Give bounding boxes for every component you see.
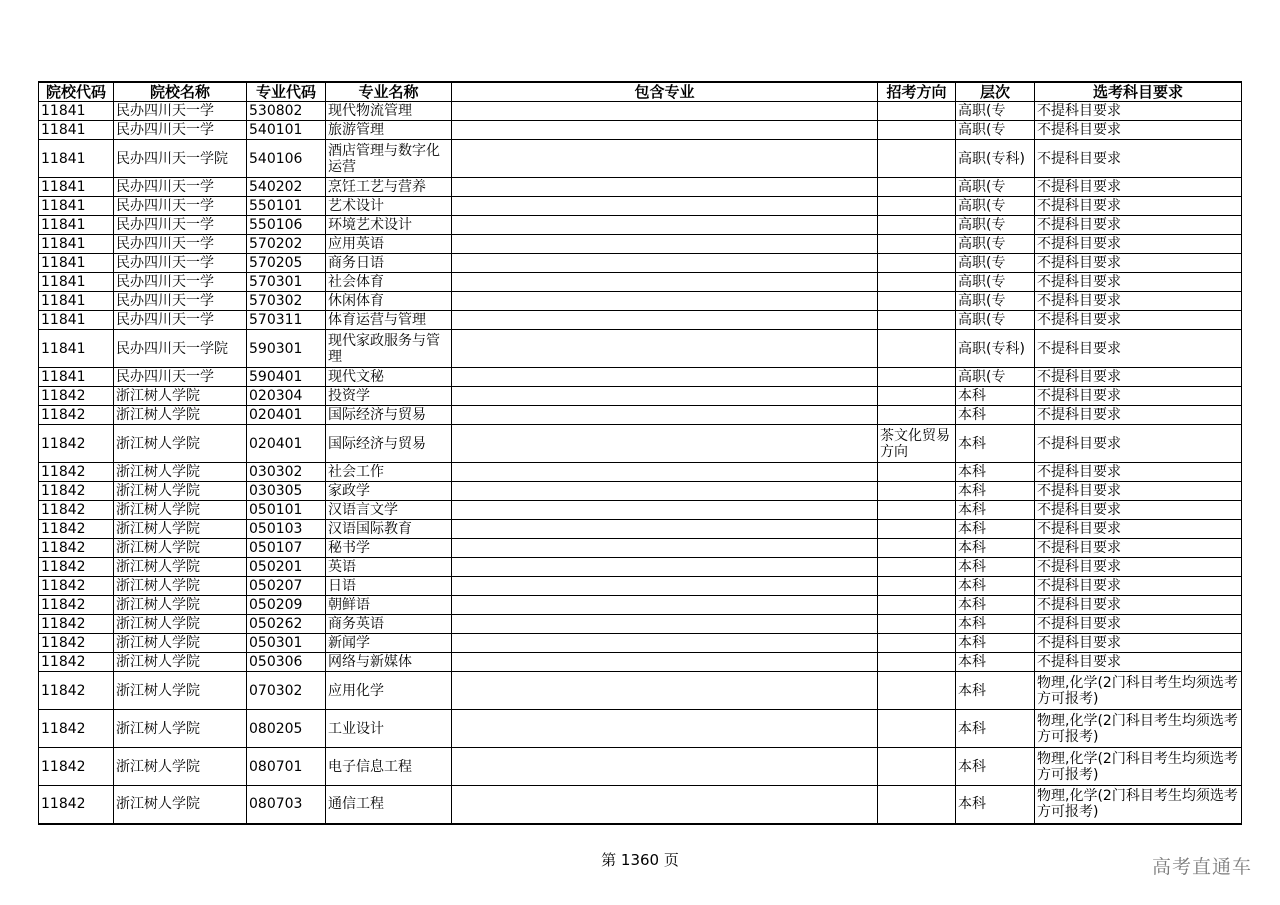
cell-direction (878, 634, 956, 653)
cell-major-name: 艺术设计 (326, 197, 452, 216)
cell-major-code: 550106 (247, 216, 326, 235)
cell-level: 高职(专 (956, 197, 1035, 216)
cell-major-name: 秘书学 (326, 539, 452, 558)
cell-major-code: 530802 (247, 102, 326, 121)
cell-school-name: 浙江树人学院 (114, 539, 247, 558)
cell-school-code: 11841 (39, 178, 114, 197)
cell-major-name: 汉语国际教育 (326, 520, 452, 539)
cell-level: 高职(专 (956, 292, 1035, 311)
cell-level: 本科 (956, 387, 1035, 406)
cell-included-majors (452, 273, 878, 292)
cell-major-code: 080703 (247, 786, 326, 824)
cell-major-name: 国际经济与贸易 (326, 425, 452, 463)
cell-major-code: 050301 (247, 634, 326, 653)
cell-level: 高职(专科) (956, 140, 1035, 178)
cell-school-name: 浙江树人学院 (114, 672, 247, 710)
header-school-name: 院校名称 (114, 82, 247, 102)
table-row (39, 368, 1242, 387)
cell-included-majors (452, 311, 878, 330)
cell-included-majors (452, 368, 878, 387)
cell-included-majors (452, 748, 878, 786)
cell-school-code: 11842 (39, 482, 114, 501)
cell-subject-requirements: 不提科目要求 (1035, 254, 1242, 273)
cell-level: 本科 (956, 520, 1035, 539)
cell-major-name: 通信工程 (326, 786, 452, 824)
cell-direction (878, 330, 956, 368)
cell-level: 本科 (956, 482, 1035, 501)
cell-subject-requirements: 不提科目要求 (1035, 273, 1242, 292)
cell-major-code: 540101 (247, 121, 326, 140)
cell-subject-requirements: 不提科目要求 (1035, 102, 1242, 121)
cell-major-code: 540106 (247, 140, 326, 178)
cell-major-code: 050209 (247, 596, 326, 615)
cell-major-name: 应用英语 (326, 235, 452, 254)
table-row (39, 482, 1242, 501)
cell-school-name: 浙江树人学院 (114, 748, 247, 786)
cell-level: 高职(专科) (956, 330, 1035, 368)
table-row (39, 520, 1242, 539)
cell-major-code: 080701 (247, 748, 326, 786)
cell-level: 高职(专 (956, 273, 1035, 292)
cell-school-name: 民办四川天一学 (114, 197, 247, 216)
cell-major-code: 050103 (247, 520, 326, 539)
cell-subject-requirements: 不提科目要求 (1035, 634, 1242, 653)
cell-major-code: 050101 (247, 501, 326, 520)
cell-school-name: 浙江树人学院 (114, 463, 247, 482)
cell-direction (878, 387, 956, 406)
cell-included-majors (452, 596, 878, 615)
cell-level: 高职(专 (956, 235, 1035, 254)
cell-subject-requirements: 不提科目要求 (1035, 140, 1242, 178)
cell-level: 本科 (956, 653, 1035, 672)
cell-direction (878, 197, 956, 216)
cell-major-code: 030302 (247, 463, 326, 482)
cell-school-code: 11842 (39, 501, 114, 520)
cell-school-code: 11842 (39, 406, 114, 425)
cell-level: 高职(专 (956, 216, 1035, 235)
cell-major-name: 商务日语 (326, 254, 452, 273)
cell-school-code: 11842 (39, 786, 114, 824)
cell-level: 本科 (956, 710, 1035, 748)
header-included-majors: 包含专业 (452, 82, 878, 102)
table-header-row (39, 82, 1242, 102)
cell-major-code: 540202 (247, 178, 326, 197)
cell-subject-requirements: 不提科目要求 (1035, 520, 1242, 539)
cell-level: 本科 (956, 786, 1035, 824)
cell-subject-requirements: 不提科目要求 (1035, 501, 1242, 520)
cell-school-name: 浙江树人学院 (114, 615, 247, 634)
cell-school-name: 浙江树人学院 (114, 406, 247, 425)
cell-direction (878, 102, 956, 121)
cell-included-majors (452, 710, 878, 748)
cell-subject-requirements: 不提科目要求 (1035, 368, 1242, 387)
cell-direction (878, 121, 956, 140)
cell-school-name: 民办四川天一学 (114, 178, 247, 197)
cell-direction (878, 482, 956, 501)
cell-included-majors (452, 520, 878, 539)
cell-direction (878, 710, 956, 748)
table-row (39, 387, 1242, 406)
cell-major-name: 日语 (326, 577, 452, 596)
header-major-code: 专业代码 (247, 82, 326, 102)
table-row (39, 254, 1242, 273)
cell-level: 本科 (956, 748, 1035, 786)
cell-included-majors (452, 615, 878, 634)
cell-direction (878, 653, 956, 672)
cell-level: 高职(专 (956, 254, 1035, 273)
cell-school-name: 浙江树人学院 (114, 596, 247, 615)
cell-major-code: 550101 (247, 197, 326, 216)
cell-subject-requirements: 不提科目要求 (1035, 539, 1242, 558)
table-row (39, 273, 1242, 292)
cell-level: 本科 (956, 425, 1035, 463)
cell-included-majors (452, 178, 878, 197)
cell-subject-requirements: 物理,化学(2门科目考生均须选考方可报考) (1035, 710, 1242, 748)
cell-included-majors (452, 292, 878, 311)
cell-school-name: 民办四川天一学 (114, 235, 247, 254)
cell-subject-requirements: 不提科目要求 (1035, 463, 1242, 482)
cell-major-code: 050201 (247, 558, 326, 577)
cell-major-name: 休闲体育 (326, 292, 452, 311)
cell-subject-requirements: 不提科目要求 (1035, 121, 1242, 140)
cell-direction (878, 539, 956, 558)
cell-subject-requirements: 不提科目要求 (1035, 406, 1242, 425)
table-row (39, 634, 1242, 653)
cell-major-name: 现代物流管理 (326, 102, 452, 121)
cell-major-code: 080205 (247, 710, 326, 748)
cell-school-code: 11842 (39, 425, 114, 463)
cell-included-majors (452, 539, 878, 558)
cell-major-code: 030305 (247, 482, 326, 501)
cell-level: 本科 (956, 634, 1035, 653)
cell-school-name: 民办四川天一学 (114, 216, 247, 235)
cell-level: 本科 (956, 596, 1035, 615)
cell-school-code: 11842 (39, 672, 114, 710)
table-row (39, 216, 1242, 235)
cell-school-name: 浙江树人学院 (114, 634, 247, 653)
cell-included-majors (452, 387, 878, 406)
table-row (39, 672, 1242, 710)
cell-major-name: 网络与新媒体 (326, 653, 452, 672)
cell-school-name: 浙江树人学院 (114, 653, 247, 672)
cell-subject-requirements: 不提科目要求 (1035, 330, 1242, 368)
cell-level: 本科 (956, 672, 1035, 710)
cell-school-name: 民办四川天一学 (114, 254, 247, 273)
cell-included-majors (452, 140, 878, 178)
cell-school-name: 民办四川天一学院 (114, 140, 247, 178)
cell-major-name: 社会工作 (326, 463, 452, 482)
cell-included-majors (452, 216, 878, 235)
cell-school-code: 11842 (39, 653, 114, 672)
cell-subject-requirements: 不提科目要求 (1035, 558, 1242, 577)
table-row (39, 577, 1242, 596)
cell-major-code: 570202 (247, 235, 326, 254)
table-row (39, 121, 1242, 140)
cell-direction (878, 786, 956, 824)
cell-school-name: 浙江树人学院 (114, 577, 247, 596)
cell-major-name: 体育运营与管理 (326, 311, 452, 330)
cell-subject-requirements: 物理,化学(2门科目考生均须选考方可报考) (1035, 786, 1242, 824)
cell-school-name: 浙江树人学院 (114, 387, 247, 406)
table-row (39, 140, 1242, 178)
cell-major-code: 050207 (247, 577, 326, 596)
cell-included-majors (452, 786, 878, 824)
cell-school-name: 民办四川天一学院 (114, 330, 247, 368)
cell-direction (878, 577, 956, 596)
page-number: 第 1360 页 (601, 851, 679, 869)
header-direction: 招考方向 (878, 82, 956, 102)
cell-school-name: 浙江树人学院 (114, 558, 247, 577)
cell-major-code: 570311 (247, 311, 326, 330)
cell-level: 高职(专 (956, 121, 1035, 140)
table-row (39, 102, 1242, 121)
cell-school-name: 民办四川天一学 (114, 121, 247, 140)
cell-school-code: 11842 (39, 463, 114, 482)
table-row (39, 425, 1242, 463)
cell-included-majors (452, 197, 878, 216)
cell-level: 本科 (956, 406, 1035, 425)
cell-direction (878, 672, 956, 710)
cell-direction (878, 311, 956, 330)
cell-school-code: 11841 (39, 216, 114, 235)
cell-direction (878, 748, 956, 786)
table-body (39, 102, 1242, 824)
table-row (39, 406, 1242, 425)
table-row (39, 710, 1242, 748)
cell-major-code: 590301 (247, 330, 326, 368)
table-row (39, 596, 1242, 615)
cell-direction (878, 463, 956, 482)
cell-included-majors (452, 558, 878, 577)
cell-school-name: 浙江树人学院 (114, 501, 247, 520)
cell-direction (878, 216, 956, 235)
header-level: 层次 (956, 82, 1035, 102)
table-row (39, 615, 1242, 634)
cell-major-code: 570301 (247, 273, 326, 292)
cell-school-code: 11842 (39, 520, 114, 539)
cell-subject-requirements: 不提科目要求 (1035, 311, 1242, 330)
cell-subject-requirements: 不提科目要求 (1035, 653, 1242, 672)
table-row (39, 558, 1242, 577)
table-row (39, 330, 1242, 368)
cell-subject-requirements: 不提科目要求 (1035, 197, 1242, 216)
cell-subject-requirements: 物理,化学(2门科目考生均须选考方可报考) (1035, 748, 1242, 786)
cell-included-majors (452, 482, 878, 501)
cell-major-name: 投资学 (326, 387, 452, 406)
cell-direction (878, 501, 956, 520)
cell-school-code: 11842 (39, 387, 114, 406)
cell-major-code: 020304 (247, 387, 326, 406)
cell-subject-requirements: 不提科目要求 (1035, 596, 1242, 615)
cell-school-code: 11841 (39, 292, 114, 311)
cell-direction (878, 406, 956, 425)
cell-direction (878, 178, 956, 197)
cell-major-code: 570302 (247, 292, 326, 311)
cell-included-majors (452, 102, 878, 121)
cell-major-name: 应用化学 (326, 672, 452, 710)
cell-direction (878, 254, 956, 273)
cell-direction (878, 368, 956, 387)
cell-school-name: 浙江树人学院 (114, 482, 247, 501)
cell-level: 本科 (956, 615, 1035, 634)
cell-subject-requirements: 不提科目要求 (1035, 178, 1242, 197)
cell-direction (878, 615, 956, 634)
header-subject-requirements: 选考科目要求 (1035, 82, 1242, 102)
cell-included-majors (452, 235, 878, 254)
cell-major-code: 050107 (247, 539, 326, 558)
cell-school-code: 11842 (39, 710, 114, 748)
cell-school-code: 11842 (39, 615, 114, 634)
cell-major-code: 050306 (247, 653, 326, 672)
cell-level: 高职(专 (956, 368, 1035, 387)
cell-school-code: 11841 (39, 330, 114, 368)
cell-school-code: 11841 (39, 121, 114, 140)
cell-included-majors (452, 577, 878, 596)
cell-subject-requirements: 不提科目要求 (1035, 292, 1242, 311)
admissions-table (38, 81, 1242, 825)
cell-direction: 茶文化贸易方向 (878, 425, 956, 463)
cell-major-name: 烹饪工艺与营养 (326, 178, 452, 197)
cell-subject-requirements: 不提科目要求 (1035, 615, 1242, 634)
cell-major-name: 环境艺术设计 (326, 216, 452, 235)
cell-major-code: 070302 (247, 672, 326, 710)
cell-school-code: 11842 (39, 558, 114, 577)
cell-included-majors (452, 406, 878, 425)
cell-level: 本科 (956, 501, 1035, 520)
cell-school-code: 11842 (39, 596, 114, 615)
cell-included-majors (452, 121, 878, 140)
cell-subject-requirements: 不提科目要求 (1035, 216, 1242, 235)
cell-level: 高职(专 (956, 102, 1035, 121)
table-row (39, 748, 1242, 786)
table-row (39, 178, 1242, 197)
cell-school-code: 11842 (39, 577, 114, 596)
cell-major-name: 汉语言文学 (326, 501, 452, 520)
cell-direction (878, 235, 956, 254)
cell-school-name: 民办四川天一学 (114, 102, 247, 121)
cell-level: 本科 (956, 558, 1035, 577)
cell-subject-requirements: 不提科目要求 (1035, 577, 1242, 596)
cell-school-code: 11841 (39, 197, 114, 216)
cell-major-code: 020401 (247, 425, 326, 463)
cell-major-name: 旅游管理 (326, 121, 452, 140)
cell-school-name: 浙江树人学院 (114, 425, 247, 463)
cell-direction (878, 273, 956, 292)
cell-subject-requirements: 不提科目要求 (1035, 482, 1242, 501)
cell-level: 高职(专 (956, 178, 1035, 197)
cell-school-code: 11842 (39, 748, 114, 786)
cell-school-code: 11841 (39, 311, 114, 330)
cell-included-majors (452, 653, 878, 672)
cell-subject-requirements: 不提科目要求 (1035, 425, 1242, 463)
cell-direction (878, 140, 956, 178)
cell-direction (878, 558, 956, 577)
cell-school-name: 民办四川天一学 (114, 368, 247, 387)
cell-major-code: 020401 (247, 406, 326, 425)
table-row (39, 235, 1242, 254)
cell-school-code: 11841 (39, 368, 114, 387)
cell-major-name: 新闻学 (326, 634, 452, 653)
cell-school-name: 浙江树人学院 (114, 710, 247, 748)
cell-major-name: 朝鲜语 (326, 596, 452, 615)
cell-school-code: 11841 (39, 254, 114, 273)
table-row (39, 539, 1242, 558)
header-major-name: 专业名称 (326, 82, 452, 102)
cell-included-majors (452, 501, 878, 520)
cell-school-name: 浙江树人学院 (114, 520, 247, 539)
cell-major-name: 英语 (326, 558, 452, 577)
cell-direction (878, 292, 956, 311)
cell-included-majors (452, 672, 878, 710)
cell-major-code: 590401 (247, 368, 326, 387)
cell-major-name: 现代家政服务与管理 (326, 330, 452, 368)
cell-school-code: 11841 (39, 102, 114, 121)
cell-major-name: 国际经济与贸易 (326, 406, 452, 425)
cell-included-majors (452, 425, 878, 463)
cell-included-majors (452, 254, 878, 273)
cell-major-name: 家政学 (326, 482, 452, 501)
cell-major-name: 工业设计 (326, 710, 452, 748)
cell-major-name: 现代文秘 (326, 368, 452, 387)
cell-major-name: 电子信息工程 (326, 748, 452, 786)
cell-school-name: 民办四川天一学 (114, 311, 247, 330)
table-row (39, 197, 1242, 216)
cell-major-name: 商务英语 (326, 615, 452, 634)
cell-school-name: 民办四川天一学 (114, 273, 247, 292)
cell-school-name: 民办四川天一学 (114, 292, 247, 311)
cell-level: 本科 (956, 463, 1035, 482)
table-row (39, 653, 1242, 672)
cell-included-majors (452, 463, 878, 482)
cell-included-majors (452, 330, 878, 368)
cell-school-code: 11842 (39, 539, 114, 558)
cell-subject-requirements: 不提科目要求 (1035, 235, 1242, 254)
table-row (39, 463, 1242, 482)
cell-subject-requirements: 物理,化学(2门科目考生均须选考方可报考) (1035, 672, 1242, 710)
cell-level: 本科 (956, 539, 1035, 558)
cell-direction (878, 596, 956, 615)
cell-school-code: 11841 (39, 140, 114, 178)
table-row (39, 292, 1242, 311)
header-school-code: 院校代码 (39, 82, 114, 102)
watermark: 高考直通车 (1151, 856, 1252, 878)
table-row (39, 311, 1242, 330)
cell-included-majors (452, 634, 878, 653)
cell-school-name: 浙江树人学院 (114, 786, 247, 824)
table-row (39, 786, 1242, 824)
cell-school-code: 11841 (39, 235, 114, 254)
cell-subject-requirements: 不提科目要求 (1035, 387, 1242, 406)
cell-school-code: 11841 (39, 273, 114, 292)
cell-major-name: 社会体育 (326, 273, 452, 292)
table-row (39, 501, 1242, 520)
cell-school-code: 11842 (39, 634, 114, 653)
cell-level: 本科 (956, 577, 1035, 596)
cell-major-name: 酒店管理与数字化运营 (326, 140, 452, 178)
cell-direction (878, 520, 956, 539)
cell-major-code: 570205 (247, 254, 326, 273)
cell-level: 高职(专 (956, 311, 1035, 330)
cell-major-code: 050262 (247, 615, 326, 634)
